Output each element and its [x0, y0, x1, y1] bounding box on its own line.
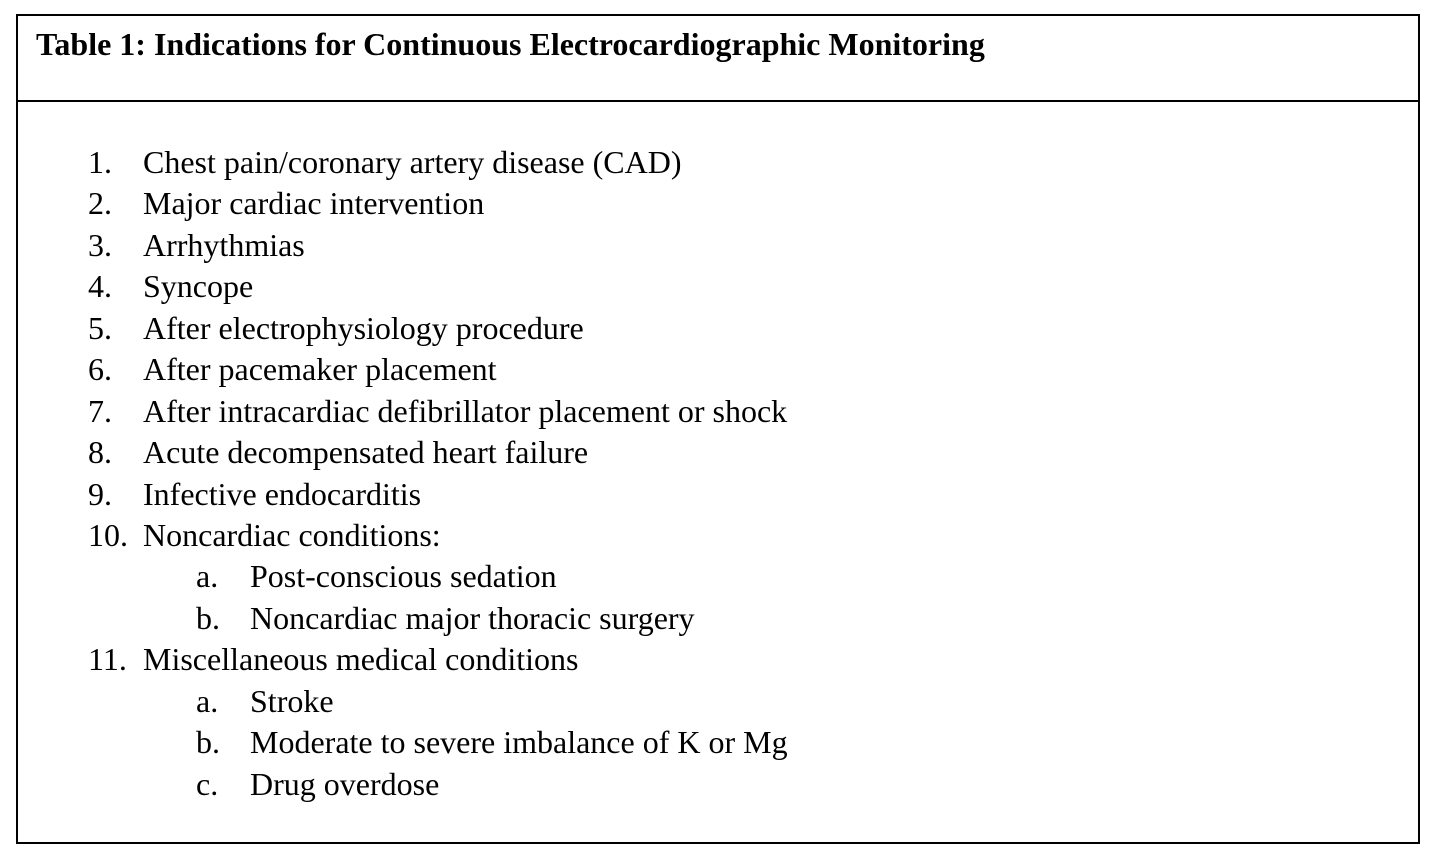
list-item-text: Major cardiac intervention	[143, 185, 485, 221]
sub-list-item-text: Post-conscious sedation	[250, 558, 557, 594]
list-item-number: 8.	[88, 434, 112, 470]
list-item-text: Miscellaneous medical conditions	[143, 641, 579, 677]
list-item-number: 11.	[88, 641, 127, 677]
list-item-number: 2.	[88, 185, 112, 221]
sub-list-item-letter: a.	[196, 558, 219, 594]
sub-list-item-text: Stroke	[250, 683, 334, 719]
list-item-number: 3.	[88, 227, 112, 263]
list-item-number: 4.	[88, 268, 112, 304]
sub-list-item-letter: a.	[196, 683, 219, 719]
table-title-row	[18, 16, 1418, 102]
indications-table	[16, 14, 1420, 844]
list-item-text: After electrophysiology procedure	[143, 310, 584, 346]
list-item-text: Arrhythmias	[143, 227, 305, 263]
list-item-text: Acute decompensated heart failure	[143, 434, 589, 470]
list-item-text: Infective endocarditis	[143, 476, 422, 512]
table-title: Table 1: Indications for Continuous Electrocardiographic Monitoring	[36, 26, 985, 62]
list-item-text: Chest pain/coronary artery disease (CAD)	[143, 144, 682, 180]
list-item-number: 9.	[88, 476, 112, 512]
sub-list-item-letter: b.	[196, 600, 220, 636]
sub-list-item-text: Moderate to severe imbalance of K or Mg	[250, 724, 788, 760]
list-item-text: After intracardiac defibrillator placement or shock	[143, 393, 788, 429]
list-item-number: 6.	[88, 351, 112, 387]
list-item-text: Syncope	[143, 268, 254, 304]
list-item-number: 1.	[88, 144, 112, 180]
sub-list-item-text: Noncardiac major thoracic surgery	[250, 600, 695, 636]
sub-list-item-text: Drug overdose	[250, 766, 440, 802]
list-item-number: 10.	[88, 517, 128, 553]
list-item-number: 7.	[88, 393, 112, 429]
sub-list-item-letter: b.	[196, 724, 220, 760]
list-item-number: 5.	[88, 310, 112, 346]
list-item-text: After pacemaker placement	[143, 351, 497, 387]
sub-list-item-letter: c.	[196, 766, 219, 802]
list-item-text: Noncardiac conditions:	[143, 517, 441, 553]
